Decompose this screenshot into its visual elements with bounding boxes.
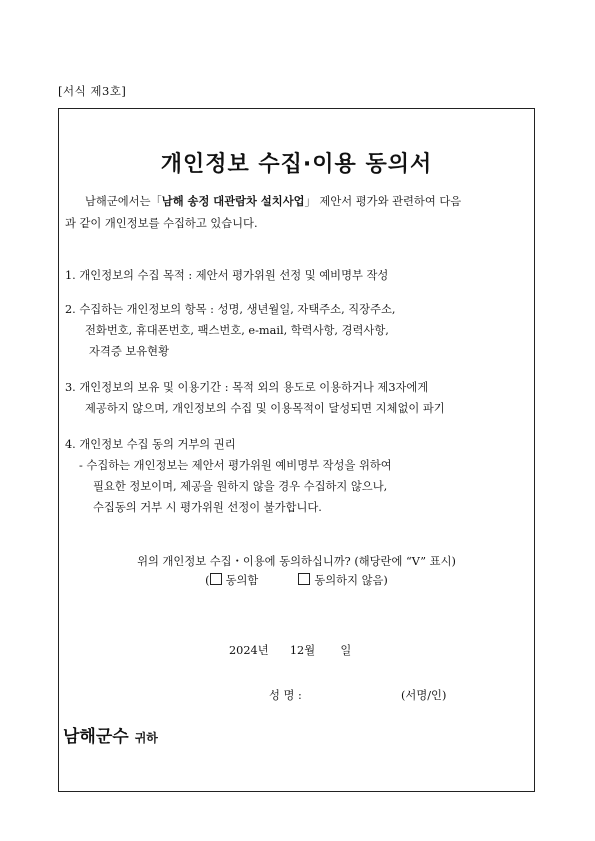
document-title: 개인정보 수집·이용 동의서 xyxy=(160,152,433,177)
disagree-checkbox[interactable] xyxy=(298,573,310,585)
intro-prefix: 남해군에서는「 xyxy=(85,195,162,208)
section-1-purpose xyxy=(65,265,530,286)
signature-mark: (서명/인) xyxy=(401,689,447,702)
date-year: 2024년 xyxy=(229,644,269,657)
section-4-heading: 4. 개인정보 수집 동의 거부의 권리 xyxy=(65,438,236,451)
section-2-items xyxy=(65,299,530,362)
section-3-retention xyxy=(65,377,530,419)
consent-question: 위의 개인정보 수집・이용에 동의하십니까? (해당란에 “V” 표시) xyxy=(137,555,456,568)
disagree-label: 동의하지 않음) xyxy=(314,574,388,587)
addressee-name: 남해군수 xyxy=(63,727,129,747)
consent-options xyxy=(59,572,534,588)
section-4-line-3: 수집동의 거부 시 평가위원 선정이 불가합니다. xyxy=(93,501,322,514)
section-2-line-1: 2. 수집하는 개인정보의 항목 : 성명, 생년월일, 자택주소, 직장주소, xyxy=(65,303,396,316)
form-number: [서식 제3호] xyxy=(58,84,127,98)
addressee-suffix: 귀하 xyxy=(134,731,158,745)
date-day: 일 xyxy=(340,644,352,657)
intro-paragraph xyxy=(65,191,530,235)
section-4-line-2: 필요한 정보이며, 제공을 원하지 않을 경우 수집하지 않으나, xyxy=(93,480,388,493)
intro-line-2: 과 같이 개인정보를 수집하고 있습니다. xyxy=(65,217,258,230)
project-name: 남해 송정 대관람차 설치사업 xyxy=(161,195,305,208)
addressee xyxy=(63,722,158,747)
section-2-line-2: 전화번호, 휴대폰번호, 팩스번호, e-mail, 학력사항, 경력사항, xyxy=(85,324,389,337)
section-3-line-2: 제공하지 않으며, 개인정보의 수집 및 이용목적이 달성되면 지체없이 파기 xyxy=(85,402,445,415)
date-month: 12월 xyxy=(289,644,316,657)
intro-suffix: 」 제안서 평가와 관련하여 다음 xyxy=(304,195,462,208)
signature-label: 성 명 : xyxy=(269,689,302,702)
signature-line xyxy=(269,687,446,703)
section-1-text: 1. 개인정보의 수집 목적 : 제안서 평가위원 선정 및 예비명부 작성 xyxy=(65,269,389,282)
intro-line-1 xyxy=(65,191,530,213)
section-2-line-3: 자격증 보유현황 xyxy=(89,345,169,358)
consent-form-frame xyxy=(58,108,535,792)
section-4-refusal-right xyxy=(65,434,530,518)
section-3-line-1: 3. 개인정보의 보유 및 이용기간 : 목적 외의 용도로 이용하거나 제3자에게 xyxy=(65,381,429,394)
date-line xyxy=(229,642,351,658)
agree-label: 동의함 xyxy=(225,574,259,587)
open-paren: ( xyxy=(205,574,210,587)
agree-checkbox[interactable] xyxy=(210,573,222,585)
section-4-line-1: - 수집하는 개인정보는 제안서 평가위원 예비명부 작성을 위하여 xyxy=(79,459,392,472)
